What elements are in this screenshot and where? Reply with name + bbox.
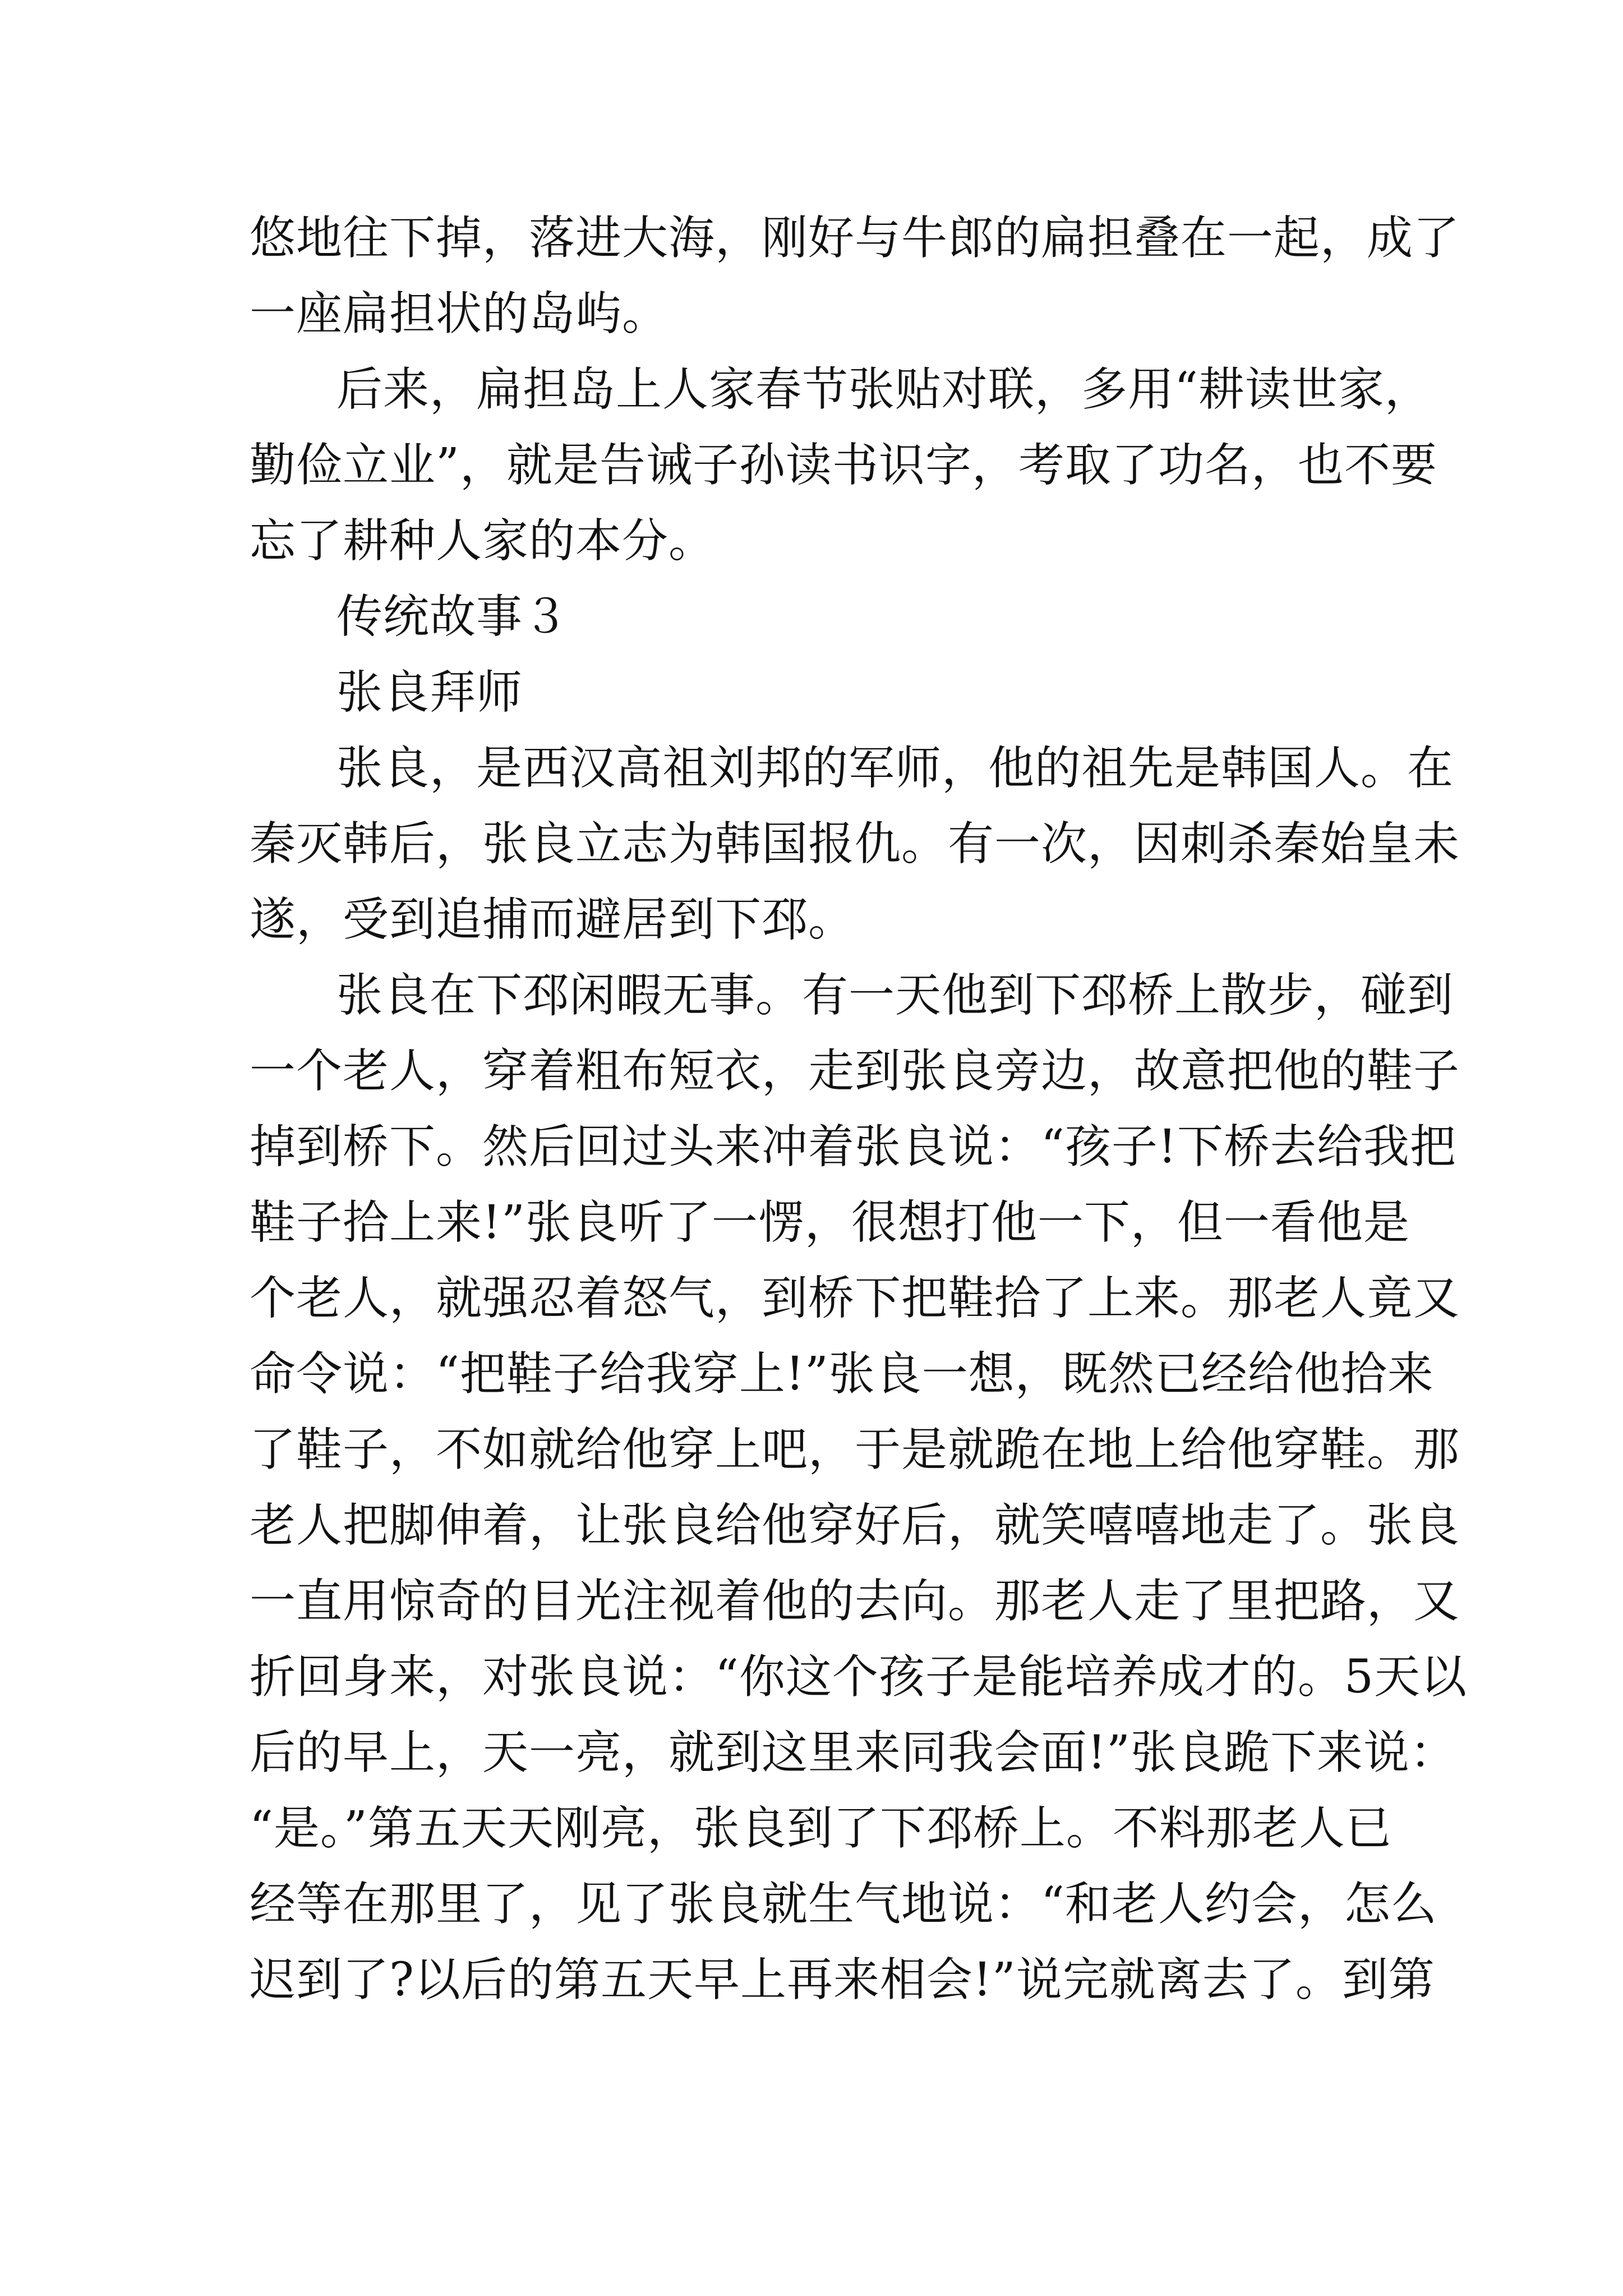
text-line-17: 了鞋子，不如就给他穿上吧，于是就跪在地上给他穿鞋。那 <box>250 1423 1460 1476</box>
text-line-10: 遂，受到追捕而避居到下邳。 <box>250 893 855 946</box>
section-heading: 传统故事３ <box>336 590 570 643</box>
story-title: 张良拜师 <box>336 666 523 719</box>
text-line-22: “是。”第五天天刚亮，张良到了下邳桥上。不料那老人已 <box>250 1802 1392 1855</box>
text-line-21: 后的早上，天一亮，就到这里来同我会面!”张良跪下来说： <box>250 1726 1456 1779</box>
text-line-9: 秦灭韩后，张良立志为韩国报仇。有一次，因刺杀秦始皇未 <box>250 817 1460 871</box>
text-line-23: 经等在那里了，见了张良就生气地说：“和老人约会，怎么 <box>250 1878 1437 1931</box>
text-line-13: 掉到桥下。然后回过头来冲着张良说：“孩子!下桥去给我把 <box>250 1120 1456 1174</box>
text-line-1: 悠地往下掉，落进大海，刚好与牛郎的扁担叠在一起，成了 <box>250 211 1460 265</box>
text-line-19: 一直用惊奇的目光注视着他的去向。那老人走了里把路，又 <box>250 1575 1460 1628</box>
text-line-20: 折回身来，对张良说：“你这个孩子是能培养成才的。5天以 <box>250 1650 1468 1704</box>
text-line-11: 张良在下邳闲暇无事。有一天他到下邳桥上散步，碰到 <box>336 969 1454 1022</box>
text-line-16: 命令说：“把鞋子给我穿上!”张良一想，既然已经给他拾来 <box>250 1347 1434 1401</box>
text-line-5: 忘了耕种人家的本分。 <box>250 514 716 568</box>
text-line-15: 个老人，就强忍着怒气，到桥下把鞋拾了上来。那老人竟又 <box>250 1272 1460 1325</box>
text-line-3: 后来，扁担岛上人家春节张贴对联，多用“耕读世家， <box>336 363 1431 416</box>
text-line-24: 迟到了?以后的第五天早上再来相会!”说完就离去了。到第 <box>250 1953 1435 2007</box>
text-line-12: 一个老人，穿着粗布短衣，走到张良旁边，故意把他的鞋子 <box>250 1045 1460 1098</box>
text-line-2: 一座扁担状的岛屿。 <box>250 287 669 341</box>
text-line-14: 鞋子拾上来!”张良听了一愣，很想打他一下，但一看他是 <box>250 1196 1410 1249</box>
text-line-4: 勤俭立业”，就是告诫子孙读书识字，考取了功名，也不要 <box>250 439 1437 492</box>
text-line-8: 张良，是西汉高祖刘邦的军师，他的祖先是韩国人。在 <box>336 742 1454 795</box>
text-line-18: 老人把脚伸着，让张良给他穿好后，就笑嘻嘻地走了。张良 <box>250 1499 1460 1552</box>
